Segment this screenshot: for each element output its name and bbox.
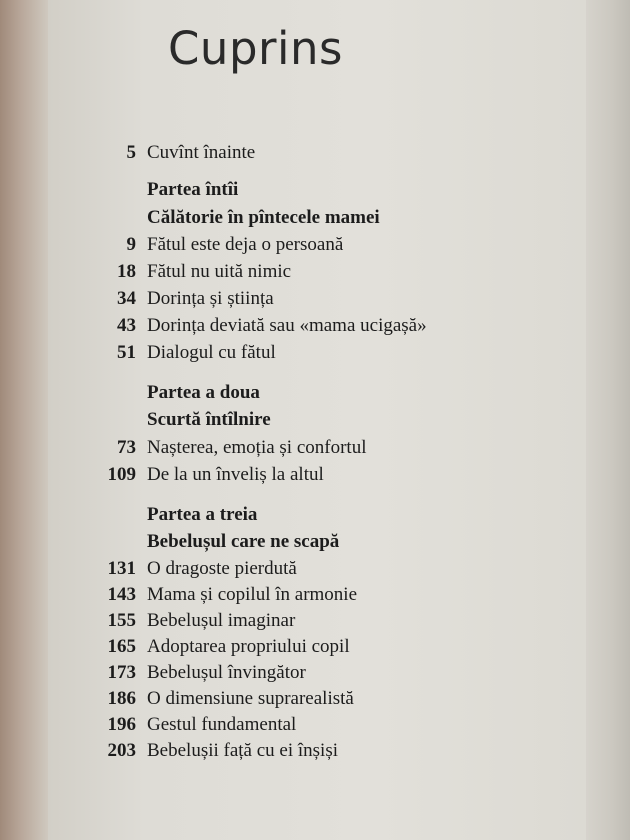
toc-page-number: 173 bbox=[107, 662, 136, 683]
part-subtitle-text: Scurtă întîlnire bbox=[147, 409, 271, 430]
toc-page-number: 143 bbox=[107, 584, 136, 605]
toc-entry-title: Dorința deviată sau «mama ucigașă» bbox=[147, 315, 427, 336]
toc-page-number: 18 bbox=[117, 261, 136, 282]
part-label-text: Partea a doua bbox=[147, 382, 260, 403]
toc-page-number: 165 bbox=[107, 636, 136, 657]
toc-page-number: 73 bbox=[117, 437, 136, 458]
part-subtitle-text: Călătorie în pîntecele mamei bbox=[147, 207, 380, 228]
toc-entry-title: Bebelușii față cu ei înșiși bbox=[147, 740, 339, 761]
page-title: Cuprins bbox=[168, 22, 343, 75]
toc-entry-title: O dragoste pierdută bbox=[147, 558, 297, 579]
toc-entry-title: Dorința și știința bbox=[147, 288, 274, 309]
toc-page-number: 203 bbox=[107, 740, 136, 761]
toc-entry-title: Nașterea, emoția și confortul bbox=[147, 437, 367, 458]
toc-entry-title: Mama și copilul în armonie bbox=[147, 584, 358, 605]
toc-page-number: 131 bbox=[107, 558, 136, 579]
part-label-text: Partea a treia bbox=[147, 504, 258, 525]
toc-entry-title: De la un înveliș la altul bbox=[147, 464, 324, 485]
toc-page-number: 43 bbox=[117, 315, 136, 336]
toc-page-number: 34 bbox=[117, 288, 136, 309]
book-spine-shadow bbox=[0, 0, 48, 840]
part-label-text: Partea întîi bbox=[147, 179, 239, 200]
part-subtitle-text: Bebelușul care ne scapă bbox=[147, 531, 340, 552]
toc-entry-title: Bebelușul învingător bbox=[147, 662, 306, 683]
page-edge bbox=[586, 0, 630, 840]
toc-entry-title: Adoptarea propriului copil bbox=[147, 636, 350, 657]
toc-entry-title: Gestul fundamental bbox=[147, 714, 297, 735]
toc-page-number: 186 bbox=[107, 688, 136, 709]
toc-page-number: 155 bbox=[107, 610, 136, 631]
toc-entry-title: Cuvînt înainte bbox=[147, 142, 256, 163]
toc-page-number: 196 bbox=[107, 714, 136, 735]
toc-entry-title: Dialogul cu fătul bbox=[147, 342, 276, 363]
toc-entry-title: Fătul nu uită nimic bbox=[147, 261, 292, 282]
toc-entry-title: Fătul este deja o persoană bbox=[147, 234, 344, 255]
toc-entry-title: O dimensiune suprarealistă bbox=[147, 688, 354, 709]
toc-page-number: 51 bbox=[117, 342, 136, 363]
toc-page-number: 5 bbox=[126, 142, 136, 163]
toc-page-number: 9 bbox=[126, 234, 136, 255]
toc-entry-title: Bebelușul imaginar bbox=[147, 610, 296, 631]
toc-page-number: 109 bbox=[107, 464, 136, 485]
